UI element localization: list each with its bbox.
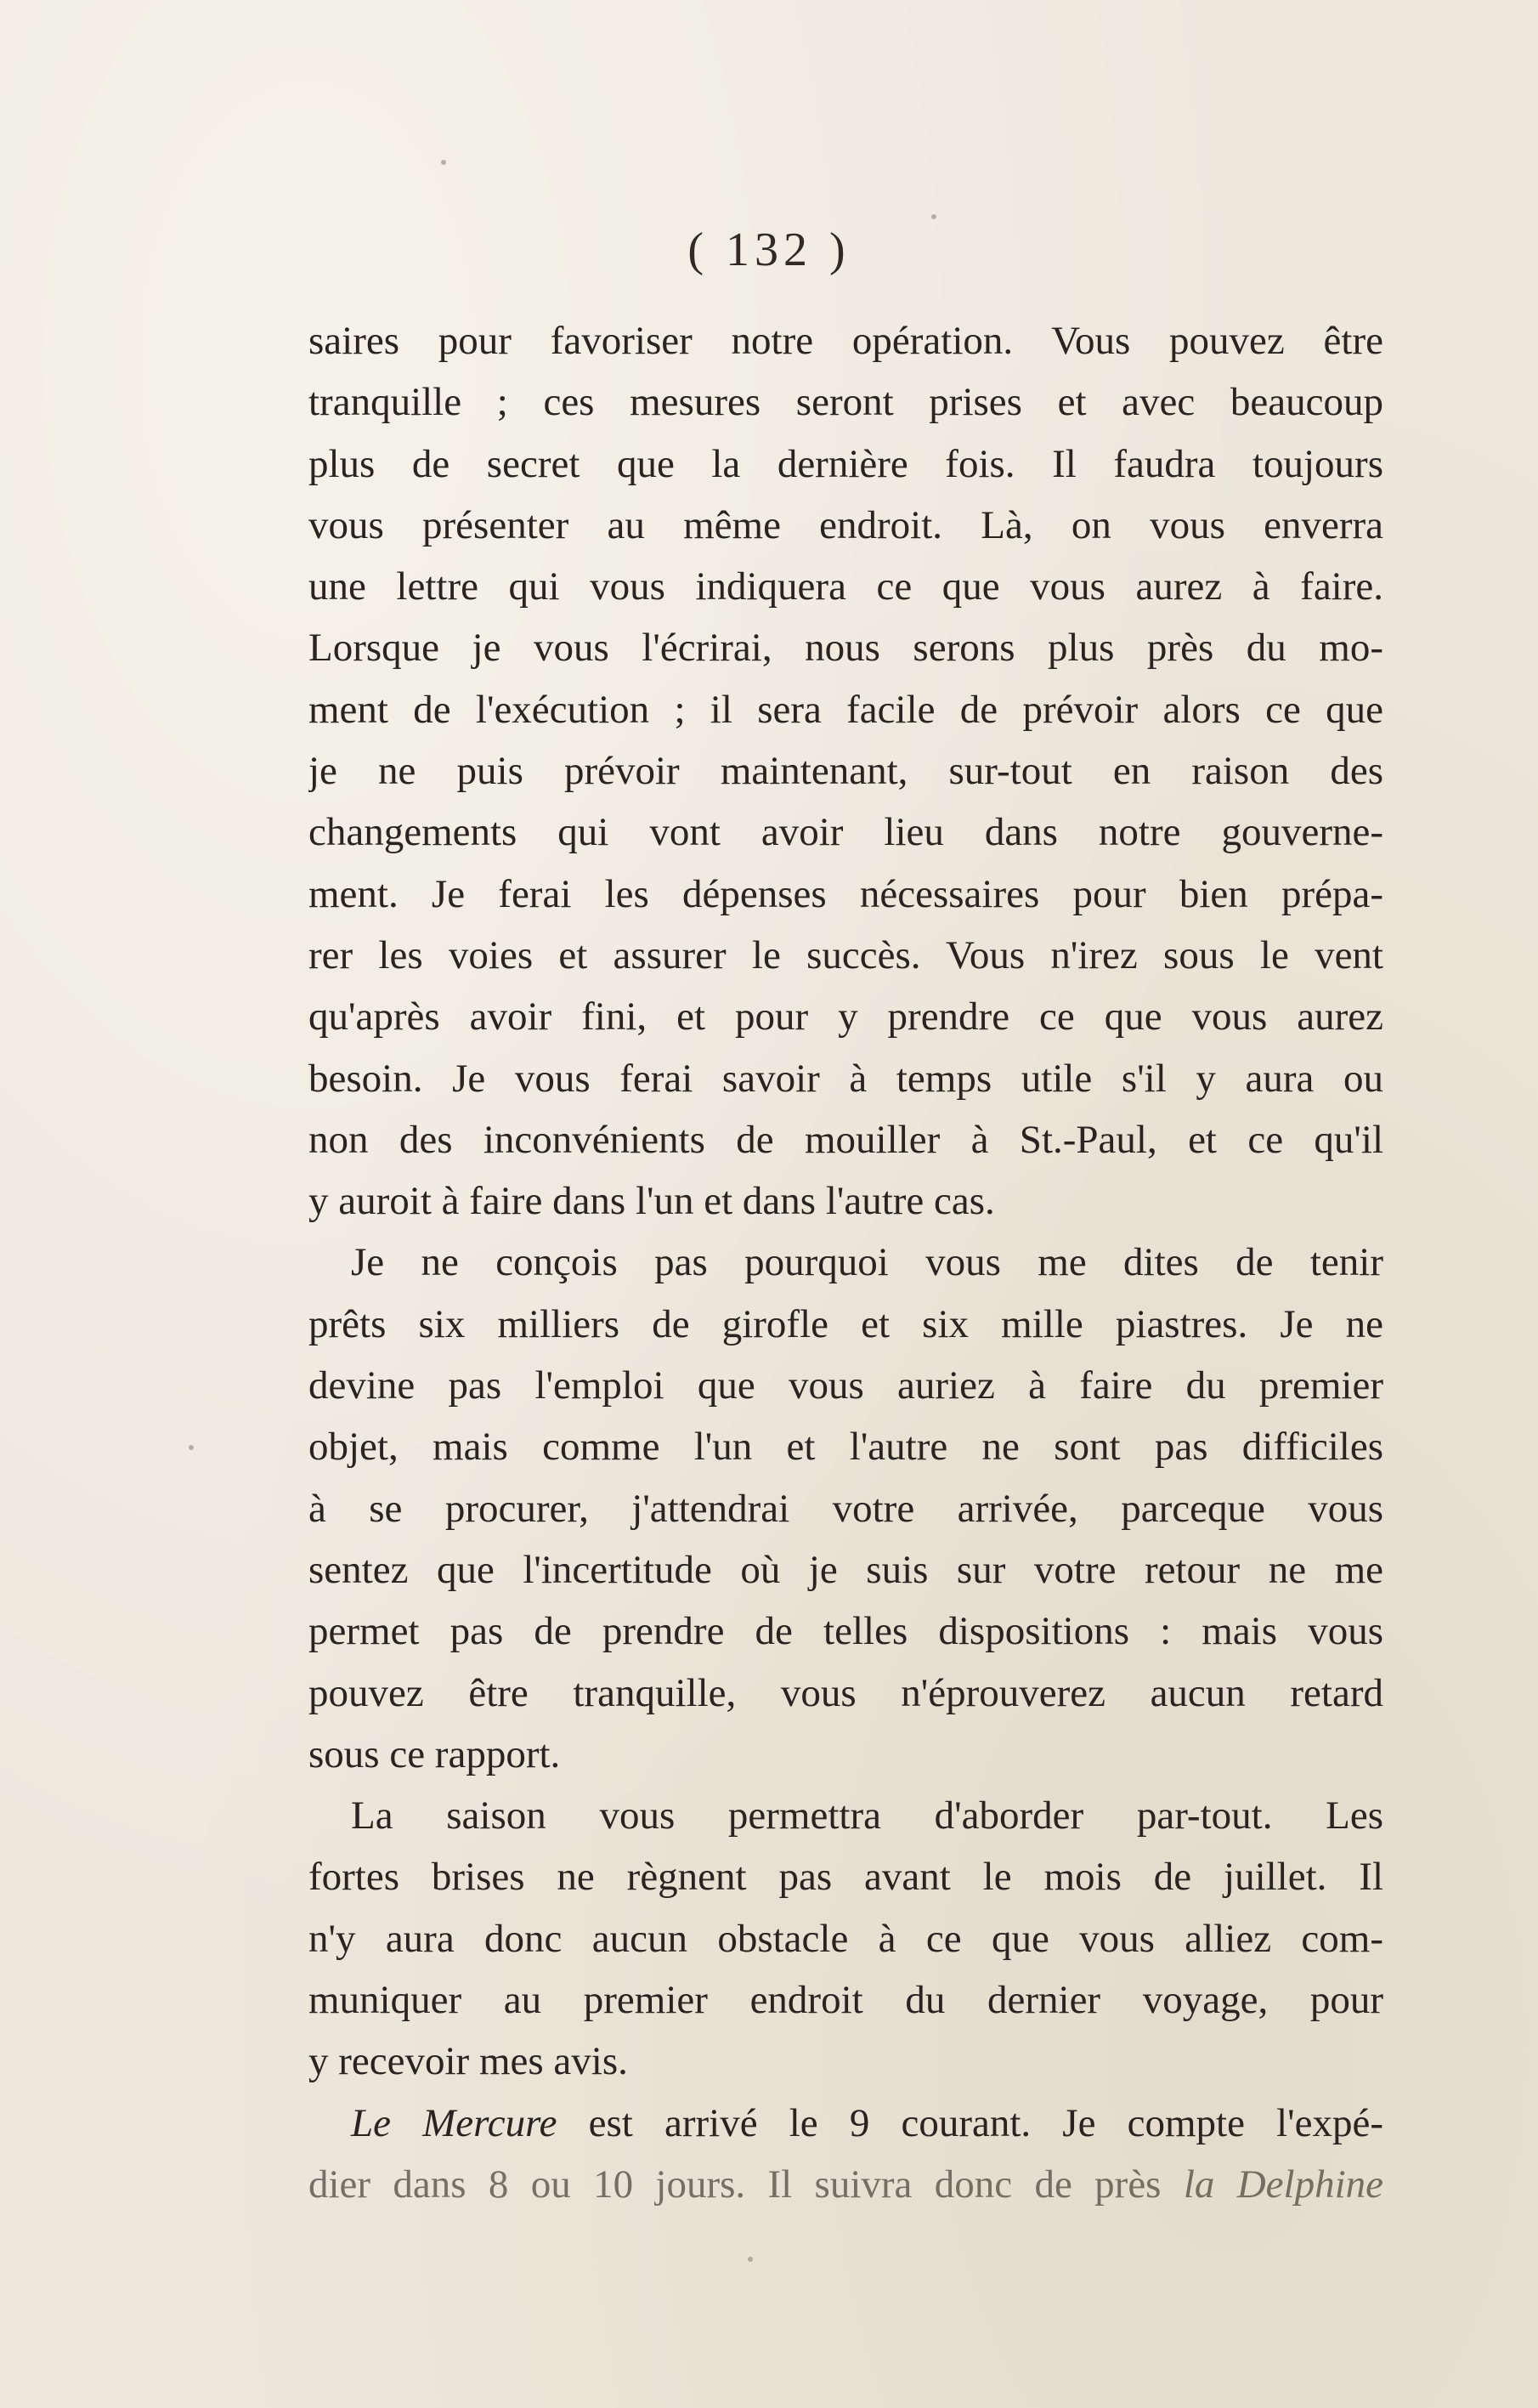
text-line: saires pour favoriser notre opération. Vous pouvez être: [308, 319, 1383, 363]
paragraph-start-line: La saison vous permettra d'aborder par-tout. Les: [351, 1793, 1383, 1839]
paper-speck: [189, 1445, 194, 1450]
paragraph-start-line: Je ne conçois pas pourquoi vous me dites de tenir: [351, 1240, 1383, 1285]
paragraph-end-line: sous ce rapport.: [308, 1731, 561, 1776]
ship-name-italic: la Delphine: [1183, 2162, 1383, 2207]
text-line: sentez que l'incertitude où je suis sur votre retour ne me: [308, 1547, 1383, 1592]
text-line-bottom: [308, 2154, 1383, 2215]
text-line: devine pas l'emploi que vous auriez à faire du premier: [308, 1363, 1383, 1408]
text-line: objet, mais comme l'un et l'autre ne sont pas difficiles: [308, 1425, 1383, 1470]
text-line: non des inconvénients de mouiller à St.-Paul, et ce qu'il: [308, 1117, 1383, 1162]
text-line: pouvez être tranquille, vous n'éprouverez aucun retard: [308, 1670, 1383, 1715]
body-text: [308, 310, 1383, 2215]
text-line: muniquer au premier endroit du dernier voyage, pour: [308, 1978, 1383, 2023]
text-line: à se procurer, j'attendrai votre arrivée, parceque vous: [308, 1486, 1383, 1531]
text-segment: dier dans 8 ou 10 jours. Il suivra donc de près: [308, 2162, 1184, 2207]
text-line: je ne puis prévoir maintenant, sur-tout en raison des: [308, 749, 1383, 794]
text-line: changements qui vont avoir lieu dans notre gouverne-: [308, 810, 1383, 855]
text-line: plus de secret que la dernière fois. Il faudra toujours: [308, 441, 1383, 486]
page-number: ( 132 ): [687, 224, 851, 276]
text-line: ment de l'exécution ; il sera facile de prévoir alors ce que: [308, 687, 1383, 732]
paragraph-end-line: y auroit à faire dans l'un et dans l'autre cas.: [308, 1179, 995, 1224]
text-line: tranquille ; ces mesures seront prises et avec beaucoup: [308, 380, 1383, 425]
paper-speck: [441, 160, 446, 165]
text-line: ment. Je ferai les dépenses nécessaires pour bien prépa-: [308, 871, 1383, 916]
text-segment: est arrivé le 9 courant. Je compte l'expé-: [557, 2100, 1383, 2145]
text-line: n'y aura donc aucun obstacle à ce que vous alliez com-: [308, 1916, 1383, 1961]
paragraph-start-line: [308, 2093, 1383, 2154]
text-line: permet pas de prendre de telles dispositions : mais vous: [308, 1609, 1383, 1654]
ship-name-italic: Le Mercure: [351, 2100, 557, 2145]
paper-speck: [931, 214, 936, 219]
text-line: qu'après avoir fini, et pour y prendre ce que vous aurez: [308, 994, 1383, 1040]
paper-speck: [748, 2257, 753, 2262]
text-line: rer les voies et assurer le succès. Vous n'irez sous le vent: [308, 932, 1383, 977]
text-line: Lorsque je vous l'écrirai, nous serons plus près du mo-: [308, 626, 1383, 671]
text-line: fortes brises ne règnent pas avant le mois de juillet. Il: [308, 1855, 1383, 1900]
text-line: prêts six milliers de girofle et six mille piastres. Je ne: [308, 1301, 1383, 1346]
text-line: une lettre qui vous indiquera ce que vous aurez à faire.: [308, 564, 1383, 609]
paragraph-end-line: y recevoir mes avis.: [308, 2039, 628, 2084]
text-line: besoin. Je vous ferai savoir à temps utile s'il y aura ou: [308, 1056, 1383, 1101]
text-line: vous présenter au même endroit. Là, on vous enverra: [308, 502, 1383, 547]
